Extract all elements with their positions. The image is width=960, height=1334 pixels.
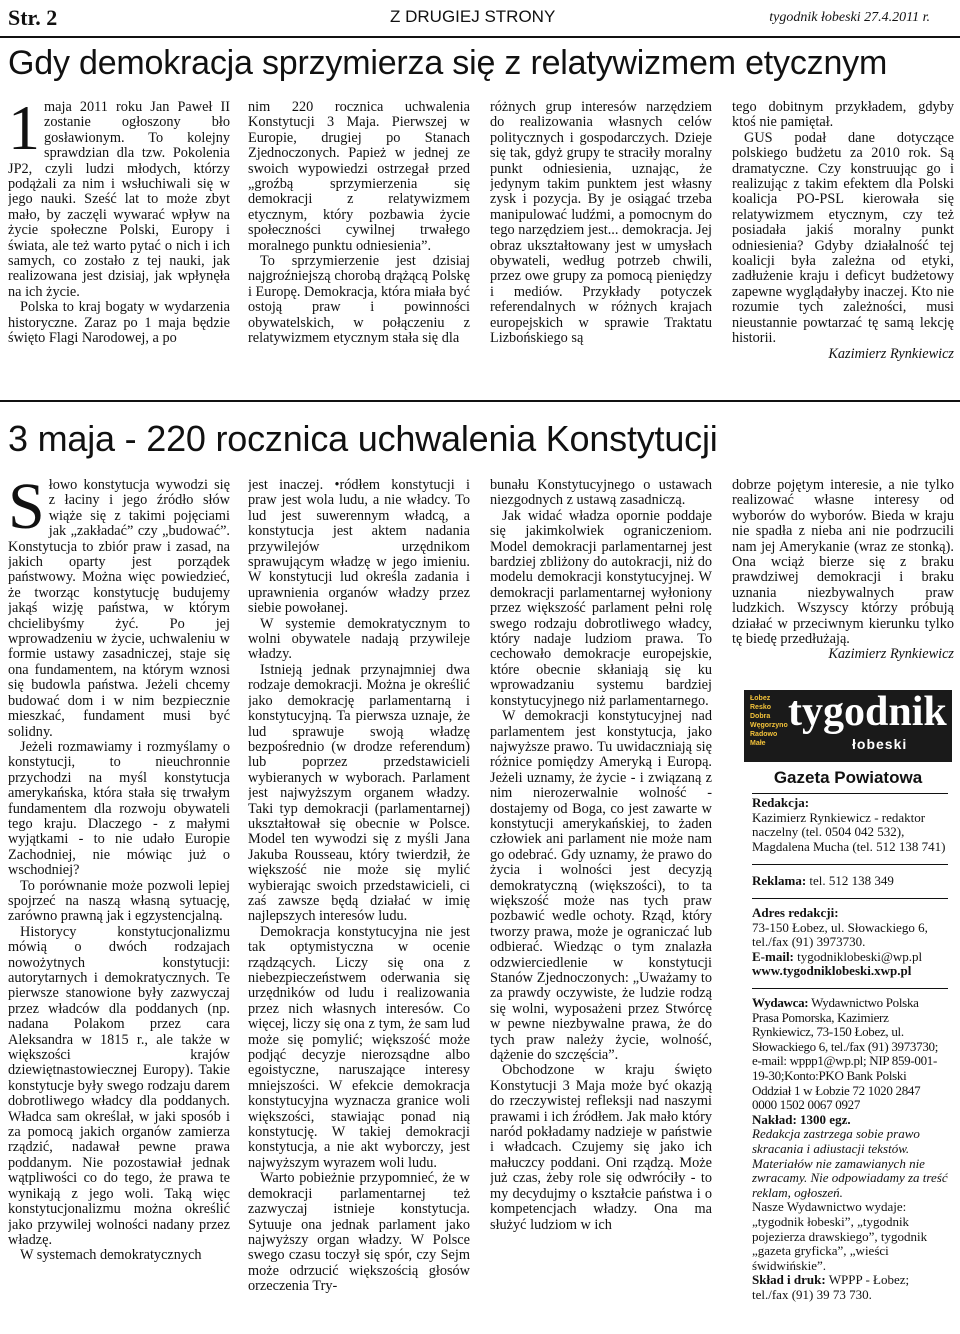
author: Kazimierz Rynkiewicz xyxy=(828,646,954,663)
email-link[interactable]: tygodniklobeski@wp.pl xyxy=(797,948,923,964)
sklad-label: Skład i druk: xyxy=(752,1272,826,1288)
author: Kazimierz Rynkiewicz xyxy=(828,345,954,362)
naklad-label: Nakład: xyxy=(752,1111,797,1127)
paragraph: jest inaczej. •ródłem konstytucji i praw jest wola ludu, a nie władcy. To lud jest suwerennym władcą, a konstytucja jest aktem nadania przywilejów urzędnikom sprawującym władzę w jego imieniu. W konstytucji lud określa zadania i uprawnienia organów władzy przez siebie powołanej. xyxy=(248,478,470,617)
paragraph: bunału Konstytucyjnego o ustawach niezgodnych z ustawą zasadniczą. xyxy=(490,478,712,509)
paragraph: W systemie demokratycznym to wolni obywatele nadają przywileje władzy. xyxy=(248,615,470,663)
masthead-rule xyxy=(752,793,948,794)
paragraph: tego dobitnym przykładem, gdyby ktoś nie pamiętał. xyxy=(732,100,954,131)
adres-label: Adres redakcji: xyxy=(752,905,839,920)
newspaper-logo xyxy=(744,690,952,762)
paragraph: W demokracji konstytucyjnej nad parlamentem jest konstytucja, jako najwyższe prawo. Tu uwidaczniają się różnice pomiędzy Ameryką i Europą. Jeżeli uznamy, że życie - i związaną z nim nierozerwalnie wolność - dostajemy od Boga, co jest zawarte w konstytucji amerykańskiej, to żaden człowiek ani parlament nie może nam go odebrać. Gdy uznamy, że prawo do życia i wolności jest decyzją demokratyczną (większości), to ta większość może nas tych praw pozbawić wedle ochoty. Rząd, który tworzy prawa, może je ograniczać lub odbierać. Wiedząc o tym znalazła odzwierciedlenie w konstytucji Stanów Zjednoczonych: „Uważamy to za prawdy oczywiste, że ludzie rodzą się wolni, wyposażeni przez Stwórcę w pewne niezbywalne prawa, że do tych praw należy życie, wolność, dążenie do szczęścia”. xyxy=(490,708,712,1064)
dropcap: 1 xyxy=(8,100,40,163)
reklama-text: tel. 512 138 349 xyxy=(809,873,894,888)
paragraph: Warto pobieżnie przypomnieć, że w demokracji parlamentarnej też zazwyczaj istnieje konstytucja. Sytuuje ona jednak parlament jako najwyższy organ władzy. W Polsce swego czasu toczył się spór, czy Sejm może odrzucić większością głosów orzeczenia Try- xyxy=(248,1170,470,1295)
logo-subname: łobeski xyxy=(852,736,908,752)
paragraph: W systemach demokratycznych xyxy=(20,1247,202,1264)
publication-date: tygodnik łobeski 27.4.2011 r. xyxy=(769,10,930,25)
page-number: Str. 2 xyxy=(8,5,58,30)
article-title: Gdy demokracja sprzymierza się z relatywizmem etycznym xyxy=(8,44,888,82)
paragraph: Obchodzone w kraju święto Konstytucji 3 Maja może być okazją do rzeczywistej refleksji nad naszymi prawami i ich źródłem. Jak mało który naród pokładamy nadzieje w państwie i władcach. Czujemy się jako ich małuczcy poddani. Oni rządzą. Może już czas, żeby role się odwróciły - to my decydujmy o kształcie państwa i o kompetencjach władzy. Ona ma służyć ludziom w ich xyxy=(490,1062,712,1233)
email-label: E-mail: xyxy=(752,948,794,964)
paragraph: różnych grup interesów narzędziem do realizowania własnych celów politycznych i gospodarczych. Dzieje się tak, gdyż grupy te straciły moralny punkt odniesienia, uznając, że jedynym takim punktem jest własny zysk i pozycja. By je osiągać trzeba manipulować ludźmi, a pomocnym do tego narzędziem jest... demokracja. Jej obraz ukształtowany jest w umysłach obywateli, według potrzeb chwili, przez owe grupy za pomocą pieniędzy i mediów. Przykłady potyczek referendalnych w różnych krajach europejskich w sprawie Traktatu Lizbońskiego są xyxy=(490,100,712,347)
logo-name: tygodnik xyxy=(788,689,947,735)
paragraph: To porównanie może pozwoli lepiej spojrzeć na naszą własną sytuację, zarówno prawną jak i egzystencjalną. xyxy=(8,877,230,925)
adres-text: 73-150 Łobez, ul. Słowackiego 6, tel./fax (91) 3973730. xyxy=(752,919,928,950)
publisher-info xyxy=(752,996,948,1302)
paragraph: Jeżeli rozmawiamy i rozmyślamy o konstytucji, to nieuchronnie przychodzi na myśl konstytucja amerykańska, która stała się trwałym fundamentem dla rozwoju obywateli tego kraju. Dlaczego - z małymi wyjątkami - to nie udało Europie Zachodniej, nie mówiąc już o wschodniej? xyxy=(8,738,230,879)
paragraph: Jak widać władza opornie poddaje się jakimkolwiek ograniczeniom. Model demokracji parlamentarnej jest bardziej zbliżony do autokracji, niż do modelu demokracji konstytucyjnej. W demokracji parlamentarnej wyłoniony przez większość parlament pełni rolę swego rodzaju dobrotliwego władcy, który nadaje ludziom prawa. To cechowało demokracje europejskie, które obecnie skłaniają się ku wprowadzaniu systemu bardziej konstytucyjnego niż parlamentarnego. xyxy=(490,507,712,709)
article2-column-1 xyxy=(8,478,230,1330)
masthead-rule xyxy=(752,898,948,899)
masthead-rule xyxy=(752,988,948,989)
redakcja-label: Redakcja: xyxy=(752,795,810,810)
paragraph: nim 220 rocznica uchwalenia Konstytucji 3 Maja. Pierwszej w Europie, drugiej po Stanach Zjednoczonych. Papież w jednej ze swoich wypowiedzi ostrzegał przed „groźbą sprzymierzenia się demokracji z relatywizmem etycznym, który pozbawia życie społeczności cywilnej trwałego moralnego punktu odniesienia”. xyxy=(248,100,470,254)
editorial-info xyxy=(752,796,948,854)
disclaimer: Redakcja zastrzega sobie prawo skracania i adiustacji tekstów. Materiałów nie zamawianych nie zwracamy. Nie odpowiadamy za treść reklam, ogłoszeń. xyxy=(752,1126,948,1200)
paragraph: dobrze pojętym interesie, a nie tylko realizować własne interesy od wyborów do wyborów. Bieda w kraju nie spadła z nieba ani nie podrzucili nam jej Amerykanie (wraz ze stonką). Ona wciąż bierze się z braku prawdziwej demokracji i braku uznania niezbywalnych praw ludzkich. Wszyscy którzy próbują działać w przeciwnym kierunku tylko tę biedę przedłużają. xyxy=(732,478,954,648)
newspaper-subtitle: Gazeta Powiatowa xyxy=(773,768,923,787)
paragraph: łowo konstytucja wywodzi się z łaciny i jego źródło słów wiąże się z takimi pojęciami jak „zakładać” czy „budować”. Konstytucja to zbiór praw i zasad, na jakich oparty jest porządek państwowy. Można więc powiedzieć, że tworząc konstytucję budujemy jakąś wizję państwa, w którym chcielibyśmy żyć. Po jej wprowadzeniu w życie, uchwaleniu w formie ustawy zasadniczej, staje się ona fundamentem, na którym wznosi się budowla państwa. Jeżeli chcemy budować dom i w nim bezpiecznie mieszkać, fundament musi być solidny. xyxy=(8,478,230,740)
reklama-label: Reklama: xyxy=(752,873,807,888)
dropcap: S xyxy=(8,478,45,543)
article-title: 3 maja - 220 rocznica uchwalenia Konstytucji xyxy=(8,418,718,459)
article2-column-4 xyxy=(732,478,954,684)
header-rule xyxy=(0,36,960,38)
advertising-info xyxy=(752,874,948,889)
paragraph: To sprzymierzenie jest dzisiaj najgroźniejszą chorobą drążącą Polskę i Europę. Demokracja, która miała być ostoją praw i powinności obywatelskich, w połączeniu z relatywizmem etycznym stała się dla xyxy=(248,253,470,347)
article2-column-3 xyxy=(490,478,712,1330)
article1-column-4 xyxy=(732,100,954,390)
sklad-text: WPPP - Łobez; tel./fax (91) 39 73 730. xyxy=(752,1272,910,1302)
logo-town-list: Łobez Resko Dobra Węgorzyno Radowo Małe xyxy=(750,695,788,747)
paragraph: Demokracja konstytucyjna nie jest tak optymistyczna w ocenie rządzących. Liczy się ona z niebezpieczeństwem oderwania się urzędników od ludu i realizowania przez nich własnych interesów. Co więcej, liczy się ona z tym, że sam lud może się pomylić; większość może podjąć decyzje nierozsądne albo egoistyczne, naruszające interesy mniejszości. W efekcie demokracja konstytucyjna wyznacza granice woli większości, stawiając ponad nią konstytucję. W takiej demokracji konstytucja, a nie akt wyborczy, jest najwyższym wyrazem woli ludu. xyxy=(248,923,470,1171)
paragraph: GUS podał dane dotyczące polskiego budżetu za 2010 rok. Są dramatyczne. Czy konstruując go i realizując z takim efektem dla Polski koalicja PO-PSL kierowała się relatywizmem etycznym, czy też posiadała jakiś moralny punkt odniesienia? Gdyby działalność tej koalicji była zależna od etyki, zadłużenie kraju i deficyt budżetowy zapewne wyglądałyby inaczej. Kto nie rozumie tych zależności, musi nieustannie powtarzać tę samą lekcję historii. xyxy=(732,129,954,347)
article-separator xyxy=(0,400,960,402)
publications-list: Nasze Wydawnictwo wydaje: „tygodnik łobeski”, „tygodnik pojezierza drawskiego”, tygodnik „gazeta gryficka”, „wieści świdwińskie”. xyxy=(752,1199,928,1273)
article1-column-1 xyxy=(8,100,230,390)
address-info xyxy=(752,906,948,979)
wydawca-text: Wydawnictwo Polska Prasa Pomorska, Kazimierz Rynkiewicz, 73-150 Łobez, ul. Słowackiego 6, tel./fax (91) 3973730; e-mail: wppp1@wp.pl; NIP 859-001-19-30;Konto:PKO Bank Polski Oddział 1 w Łobzie 72 1020 2847 0000 1502 0067 0927 xyxy=(752,995,939,1113)
wydawca-label: Wydawca: xyxy=(752,995,809,1010)
page-header xyxy=(0,0,960,36)
website-link[interactable]: www.tygodniklobeski.xwp.pl xyxy=(752,963,912,979)
masthead-rule xyxy=(752,864,948,865)
section-name: Z DRUGIEJ STRONY xyxy=(390,7,556,26)
article1-column-3 xyxy=(490,100,712,390)
paragraph: Historycy konstytucjonalizmu mówią o dwóch rodzajach nowożytnych konstytucji: autorytarnych i demokratycznych. Te pierwsze stanowione były zazwyczaj przez władców dla poddanych (np. nadana Polakom przez cara Aleksandra w 1815 r., ale także w większości krajów dziewiętnastowiecznej Europy). Takie konstytucje były swego rodzaju darem dobrotliwego władcy dla poddanych. Władca sam określał, w jaki sposób i za pomocą jakich organów zamierza rządzić, nadawał pewne prawa poddanym. Nie pozostawiał jednak wątpliwości co do tego, że prawa te wynikają z jego woli. Taką więc konstytucjonalizmu można określić jako przywilej wolności nadany przez władzę. xyxy=(8,923,230,1248)
paragraph: Istnieją jednak przynajmniej dwa rodzaje demokracji. Można je określić jako demokrację parlamentarną i konstytucyjną. Ta pierwsza uznaje, że lud sprawuje swoją władzę bezpośrednio (w drodze referendum) lub poprzez przedstawicieli wybieranych w wyborach. Parlament jest najwyższym organem władzy. Taki typ demokracji (parlamentarnej) ukształtował się obecnie w Polsce. Model ten wywodzi się z myśli Jana Jakuba Rousseau, który twierdził, że większość nie może się mylić wybierając swoich przedstawicieli, ci zaś zawsze będą działać w imię najlepszych interesów ludu. xyxy=(248,661,470,925)
naklad-text: 1300 egz. xyxy=(800,1111,851,1127)
article2-column-2 xyxy=(248,478,470,1330)
redakcja-text: Kazimierz Rynkiewicz - redaktor naczelny (tel. 0504 042 532), Magdalena Mucha (tel. 512 138 741) xyxy=(752,809,946,854)
paragraph: maja 2011 roku Jan Paweł II zostanie ogłoszony bło gosławionym. To kolejny sprawdzian dla tzw. Pokolenia JP2, czyli ludzi młodych, którzy podążali za nim i wsłuchiwali się w jego nauki. Sześć lat to może zbyt mało, by zaczęli wywarać wpływ na życie społeczne Polski, Europy i świata, ale też warto pytać o nich i ich samych, co zostało z tej nauki, jak realizowana jest dzisiaj, jak wpłynęła na ich życie. xyxy=(8,100,230,300)
paragraph: Polska to kraj bogaty w wydarzenia historyczne. Zaraz po 1 maja będzie święto Flagi Narodowej, a po xyxy=(8,299,230,347)
article1-column-2 xyxy=(248,100,470,390)
